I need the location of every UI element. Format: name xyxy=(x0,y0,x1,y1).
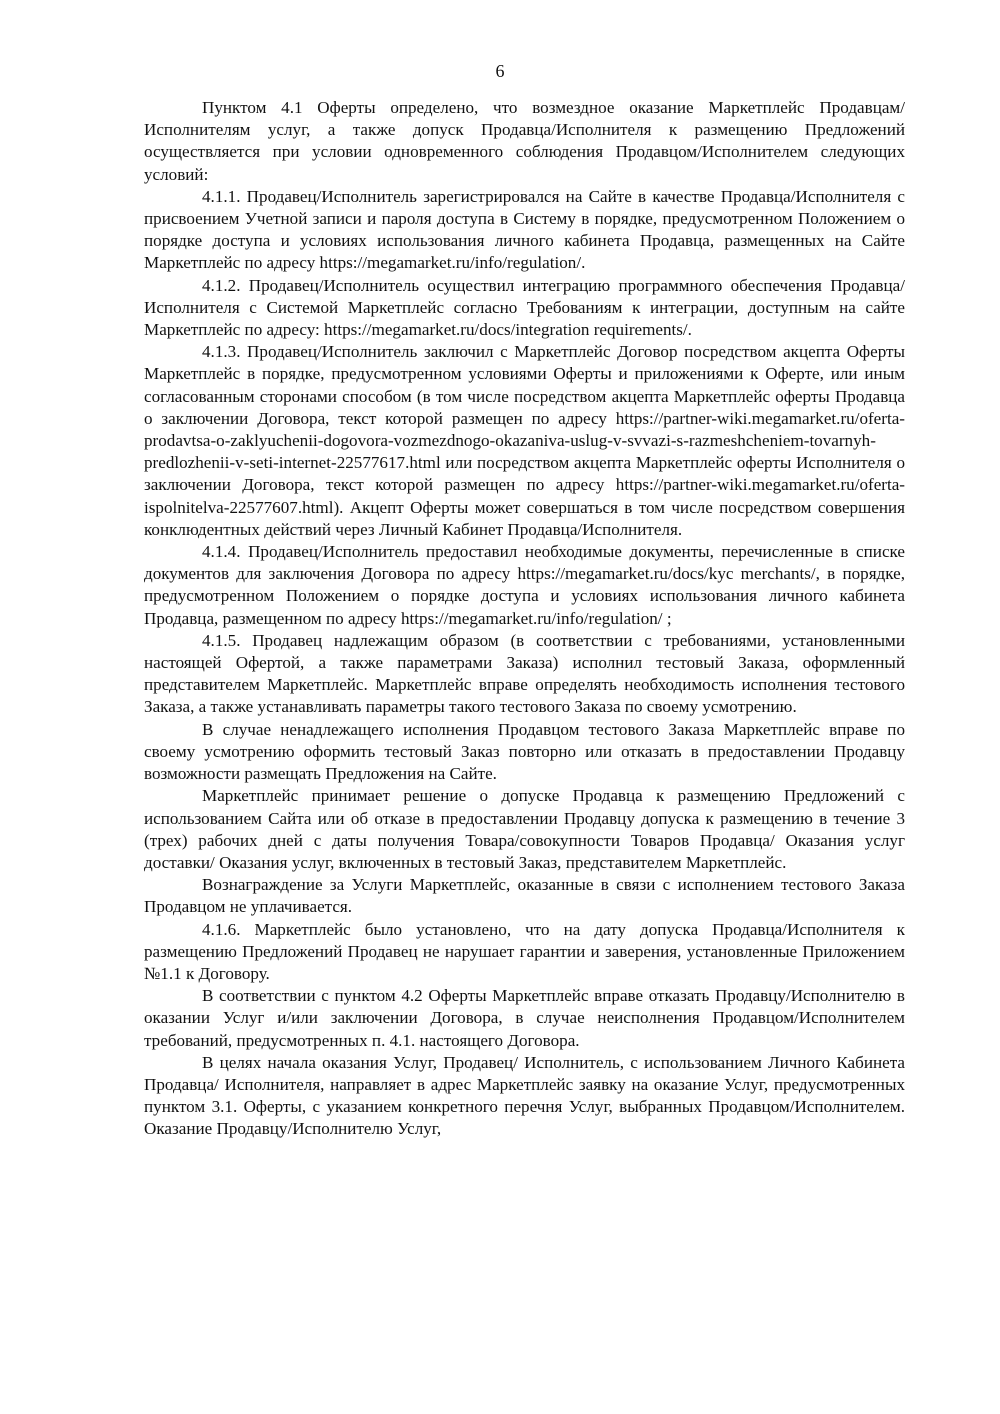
paragraph-intro: Пунктом 4.1 Оферты определено, что возмездное оказание Маркетплейс Продавцам/Исполнителям услуг, а также допуск Продавца/Исполнителя к размещению Предложений осуществляется при условии одновременного соблюдения Продавцом/Исполнителем следующих условий: xyxy=(144,98,905,184)
paragraph-4-1-1: 4.1.1. Продавец/Исполнитель зарегистрировался на Сайте в качестве Продавца/Исполнителя с присвоением Учетной записи и пароля доступа в Систему в порядке, предусмотренном Положением о порядке доступа и условиях использования личного кабинета Продавца, размещенных на Сайте Маркетплейс по адресу https://megamarket.ru/info/regulation/. xyxy=(144,186,905,273)
paragraph-admission-decision: Маркетплейс принимает решение о допуске Продавца к размещению Предложений с использованием Сайта или об отказе в предоставлении Продавцу допуска к размещению в течение 3 (трех) рабочих дней с даты получения Товара/совокупности Товаров Продавца/ Оказания услуг доставки/ Оказания услуг, включенных в тестовый Заказ, представителем Маркетплейс. xyxy=(144,786,905,872)
paragraph-4-1-3: 4.1.3. Продавец/Исполнитель заключил с Маркетплейс Договор посредством акцепта Оферты Маркетплейс в порядке, предусмотренном условиями Оферты и приложениями к Оферте, или иным согласованным сторонами способом (в том числе посредством акцепта Маркетплейс оферты Продавца о заключении Договора, текст которой размещен по адресу https://partner-wiki.megamarket.ru/oferta-prodavtsa-o-zaklyuchenii-dogovora-vozmezdnogo-okazaniva-uslug-v-svvazi-s-razmeshcheniem-tovarnyh-predlozhenii-v-seti-internet-22577617.html или посредством акцепта Маркетплейс оферты Исполнителя о заключении Договора, текст которой размещен по адресу https://partner-wiki.megamarket.ru/oferta-ispolnitelva-22577607.html). Акцепт Оферты может совершаться в том числе посредством совершения конклюдентных действий через Личный Кабинет Продавца/Исполнителя. xyxy=(144,342,905,539)
paragraph-refusal: В соответствии с пунктом 4.2 Оферты Маркетплейс вправе отказать Продавцу/Исполнителю в оказании Услуг и/или заключении Договора, в случае неисполнения Продавцом/Исполнителем требований, предусмотренных п. 4.1. настоящего Договора. xyxy=(144,986,905,1050)
paragraph-4-1-5: 4.1.5. Продавец надлежащим образом (в соответствии с требованиями, установленными настоящей Офертой, а также параметрами Заказа) исполнил тестовый Заказа, оформленный представителем Маркетплейс. Маркетплейс вправе определять необходимость исполнения тестового Заказа, а также устанавливать параметры такого тестового Заказа по своему усмотрению. xyxy=(144,630,905,717)
paragraph-4-1-6: 4.1.6. Маркетплейс было установлено, что на дату допуска Продавца/Исполнителя к размещению Предложений Продавец не нарушает гарантии и заверения, установленные Приложением №1.1 к Договору. xyxy=(144,919,905,983)
paragraph-test-order-failure: В случае ненадлежащего исполнения Продавцом тестового Заказа Маркетплейс вправе по своему усмотрению оформить тестовый Заказ повторно или отказать в предоставлении Продавцу возможности размещать Предложения на Сайте. xyxy=(144,719,905,784)
page-number: 6 xyxy=(495,61,505,81)
paragraph-service-request: В целях начала оказания Услуг, Продавец/ Исполнитель, с использованием Личного Кабинета Продавца/ Исполнителя, направляет в адрес Маркетплейс заявку на оказание Услуг, предусмотренных пунктом 3.1. Оферты, с указанием конкретного перечня Услуг, выбранных Продавцом/Исполнителем. Оказание Продавцу/Исполнителю Услуг, xyxy=(144,1052,905,1139)
document-body xyxy=(144,97,905,1141)
paragraph-no-fee: Вознаграждение за Услуги Маркетплейс, оказанные в связи с исполнением тестового Заказа Продавцом не уплачивается. xyxy=(144,875,905,917)
paragraph-4-1-4: 4.1.4. Продавец/Исполнитель предоставил необходимые документы, перечисленные в списке документов для заключения Договора по адресу https://megamarket.ru/docs/kyc merchants/, в порядке, предусмотренном Положением о порядке доступа и условиях использования личного кабинета Продавца, размещенном по адресу https://megamarket.ru/info/regulation/ ; xyxy=(144,542,905,628)
paragraph-4-1-2: 4.1.2. Продавец/Исполнитель осуществил интеграцию программного обеспечения Продавца/Исполнителя с Системой Маркетплейс согласно Требованиям к интеграции, доступным на сайте Маркетплейс по адресу: https://megamarket.ru/docs/integration requirements/. xyxy=(144,275,905,340)
